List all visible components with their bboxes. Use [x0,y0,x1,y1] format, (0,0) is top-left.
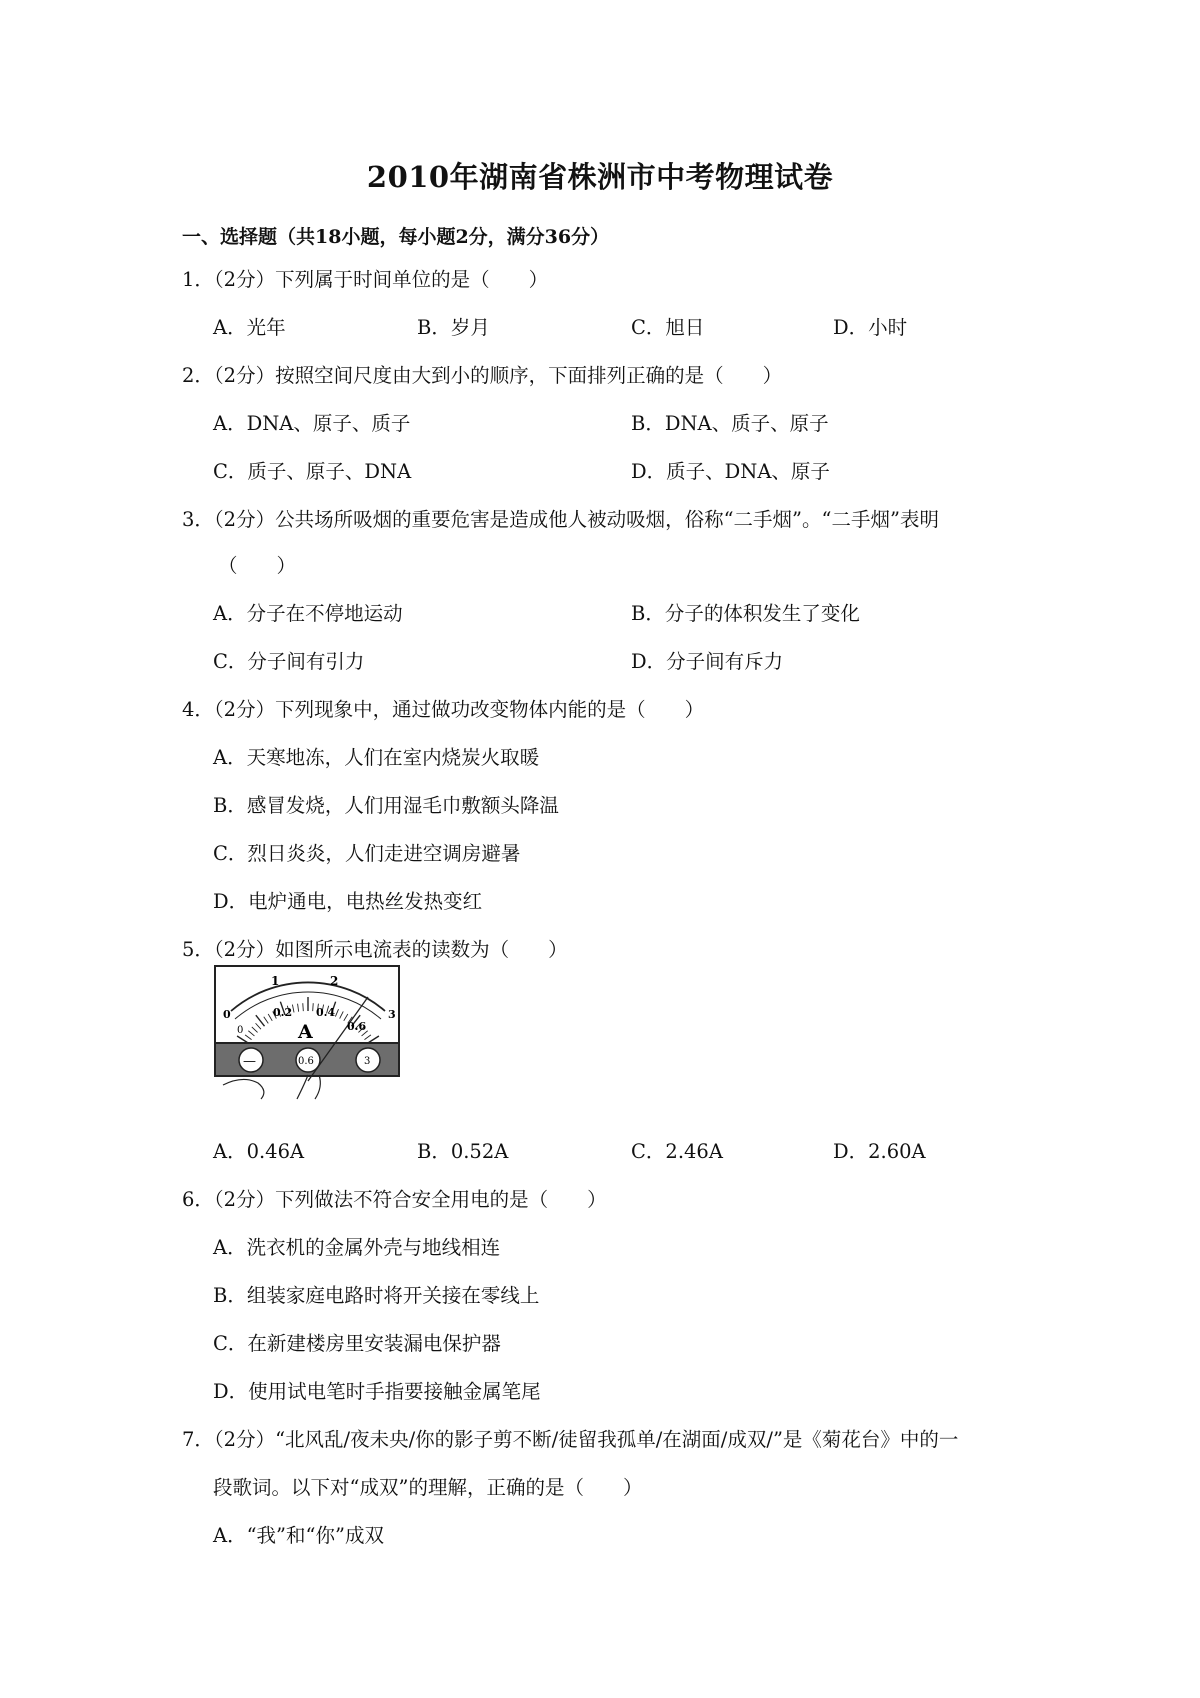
wire-middle-left [297,1075,308,1099]
terminal-label: — [243,1054,256,1069]
q4-option-c: C．烈日炎炎，人们走进空调房避暑 [213,842,521,865]
q1-option-a: A．光年 [213,316,286,339]
bottom-scale-label: 0.6 [347,1020,367,1033]
q2-option-d: D．质子、DNA、原子 [631,460,830,483]
question-6-stem: 6．（2分）下列做法不符合安全用电的是（ ） [182,1188,607,1211]
top-scale-label: 2 [330,974,339,988]
question-3-stem-cont: （ ） [218,554,297,577]
q6-option-c: C．在新建楼房里安装漏电保护器 [213,1332,501,1355]
terminal-label: 3 [364,1056,371,1067]
section-heading: 一、选择题（共18小题，每小题2分，满分36分） [182,226,610,248]
q1-option-b: B．岁月 [417,316,490,339]
q3-option-b: B．分子的体积发生了变化 [631,602,860,625]
ammeter-figure [213,963,403,1117]
question-4-stem: 4．（2分）下列现象中，通过做功改变物体内能的是（ ） [182,698,705,721]
question-2-stem: 2．（2分）按照空间尺度由大到小的顺序，下面排列正确的是（ ） [182,364,783,387]
top-scale-label: 1 [271,974,280,988]
question-5-stem: 5．（2分）如图所示电流表的读数为（ ） [182,938,568,961]
q5-option-d: D．2.60A [833,1140,926,1163]
wire-middle-right [315,1075,320,1099]
q5-option-c: C．2.46A [631,1140,723,1163]
q4-option-b: B．感冒发烧，人们用湿毛巾敷额头降温 [213,794,559,817]
q1-option-d: D．小时 [833,316,908,339]
q3-option-c: C．分子间有引力 [213,650,365,673]
top-scale-label: 0 [223,1008,231,1021]
ammeter-unit-label: A [298,1021,313,1043]
q3-option-d: D．分子间有斥力 [631,650,784,673]
q4-option-d: D．电炉通电，电热丝发热变红 [213,890,483,913]
q6-option-b: B．组装家庭电路时将开关接在零线上 [213,1284,540,1307]
q6-option-d: D．使用试电笔时手指要接触金属笔尾 [213,1380,541,1403]
q7-option-a: A．“我”和“你”成双 [213,1524,384,1547]
wire-left [223,1079,264,1099]
scale-tick [303,1003,304,1011]
question-7-stem-cont: 段歌词。以下对“成双”的理解，正确的是（ ） [213,1476,643,1499]
question-7-stem: 7．（2分）“北风乱/夜未央/你的影子剪不断/徒留我孤单/在湖面/成双/”是《菊花台》中的一 [182,1428,959,1451]
q2-option-c: C．质子、原子、DNA [213,460,412,483]
bottom-scale-label: 0 [237,1025,244,1036]
scale-tick [313,1003,314,1011]
page-title: 2010年湖南省株洲市中考物理试卷 [366,160,834,194]
bottom-scale-label: 0.2 [273,1006,293,1019]
terminal-label: 0.6 [298,1056,314,1067]
q3-option-a: A．分子在不停地运动 [213,602,403,625]
q2-option-b: B．DNA、质子、原子 [631,412,829,435]
ammeter-diagram [213,963,403,1113]
q4-option-a: A．天寒地冻，人们在室内烧炭火取暖 [213,746,540,769]
q5-option-b: B．0.52A [417,1140,509,1163]
bottom-scale-label: 0.4 [316,1006,336,1019]
q5-option-a: A．0.46A [213,1140,305,1163]
question-3-stem: 3．（2分）公共场所吸烟的重要危害是造成他人被动吸烟，俗称“二手烟”。“二手烟”表明 [182,508,939,531]
q1-option-c: C．旭日 [631,316,705,339]
top-scale-label: 3 [388,1008,396,1021]
question-1-stem: 1．（2分）下列属于时间单位的是（ ） [182,268,549,291]
q2-option-a: A．DNA、原子、质子 [213,412,411,435]
q6-option-a: A．洗衣机的金属外壳与地线相连 [213,1236,501,1259]
